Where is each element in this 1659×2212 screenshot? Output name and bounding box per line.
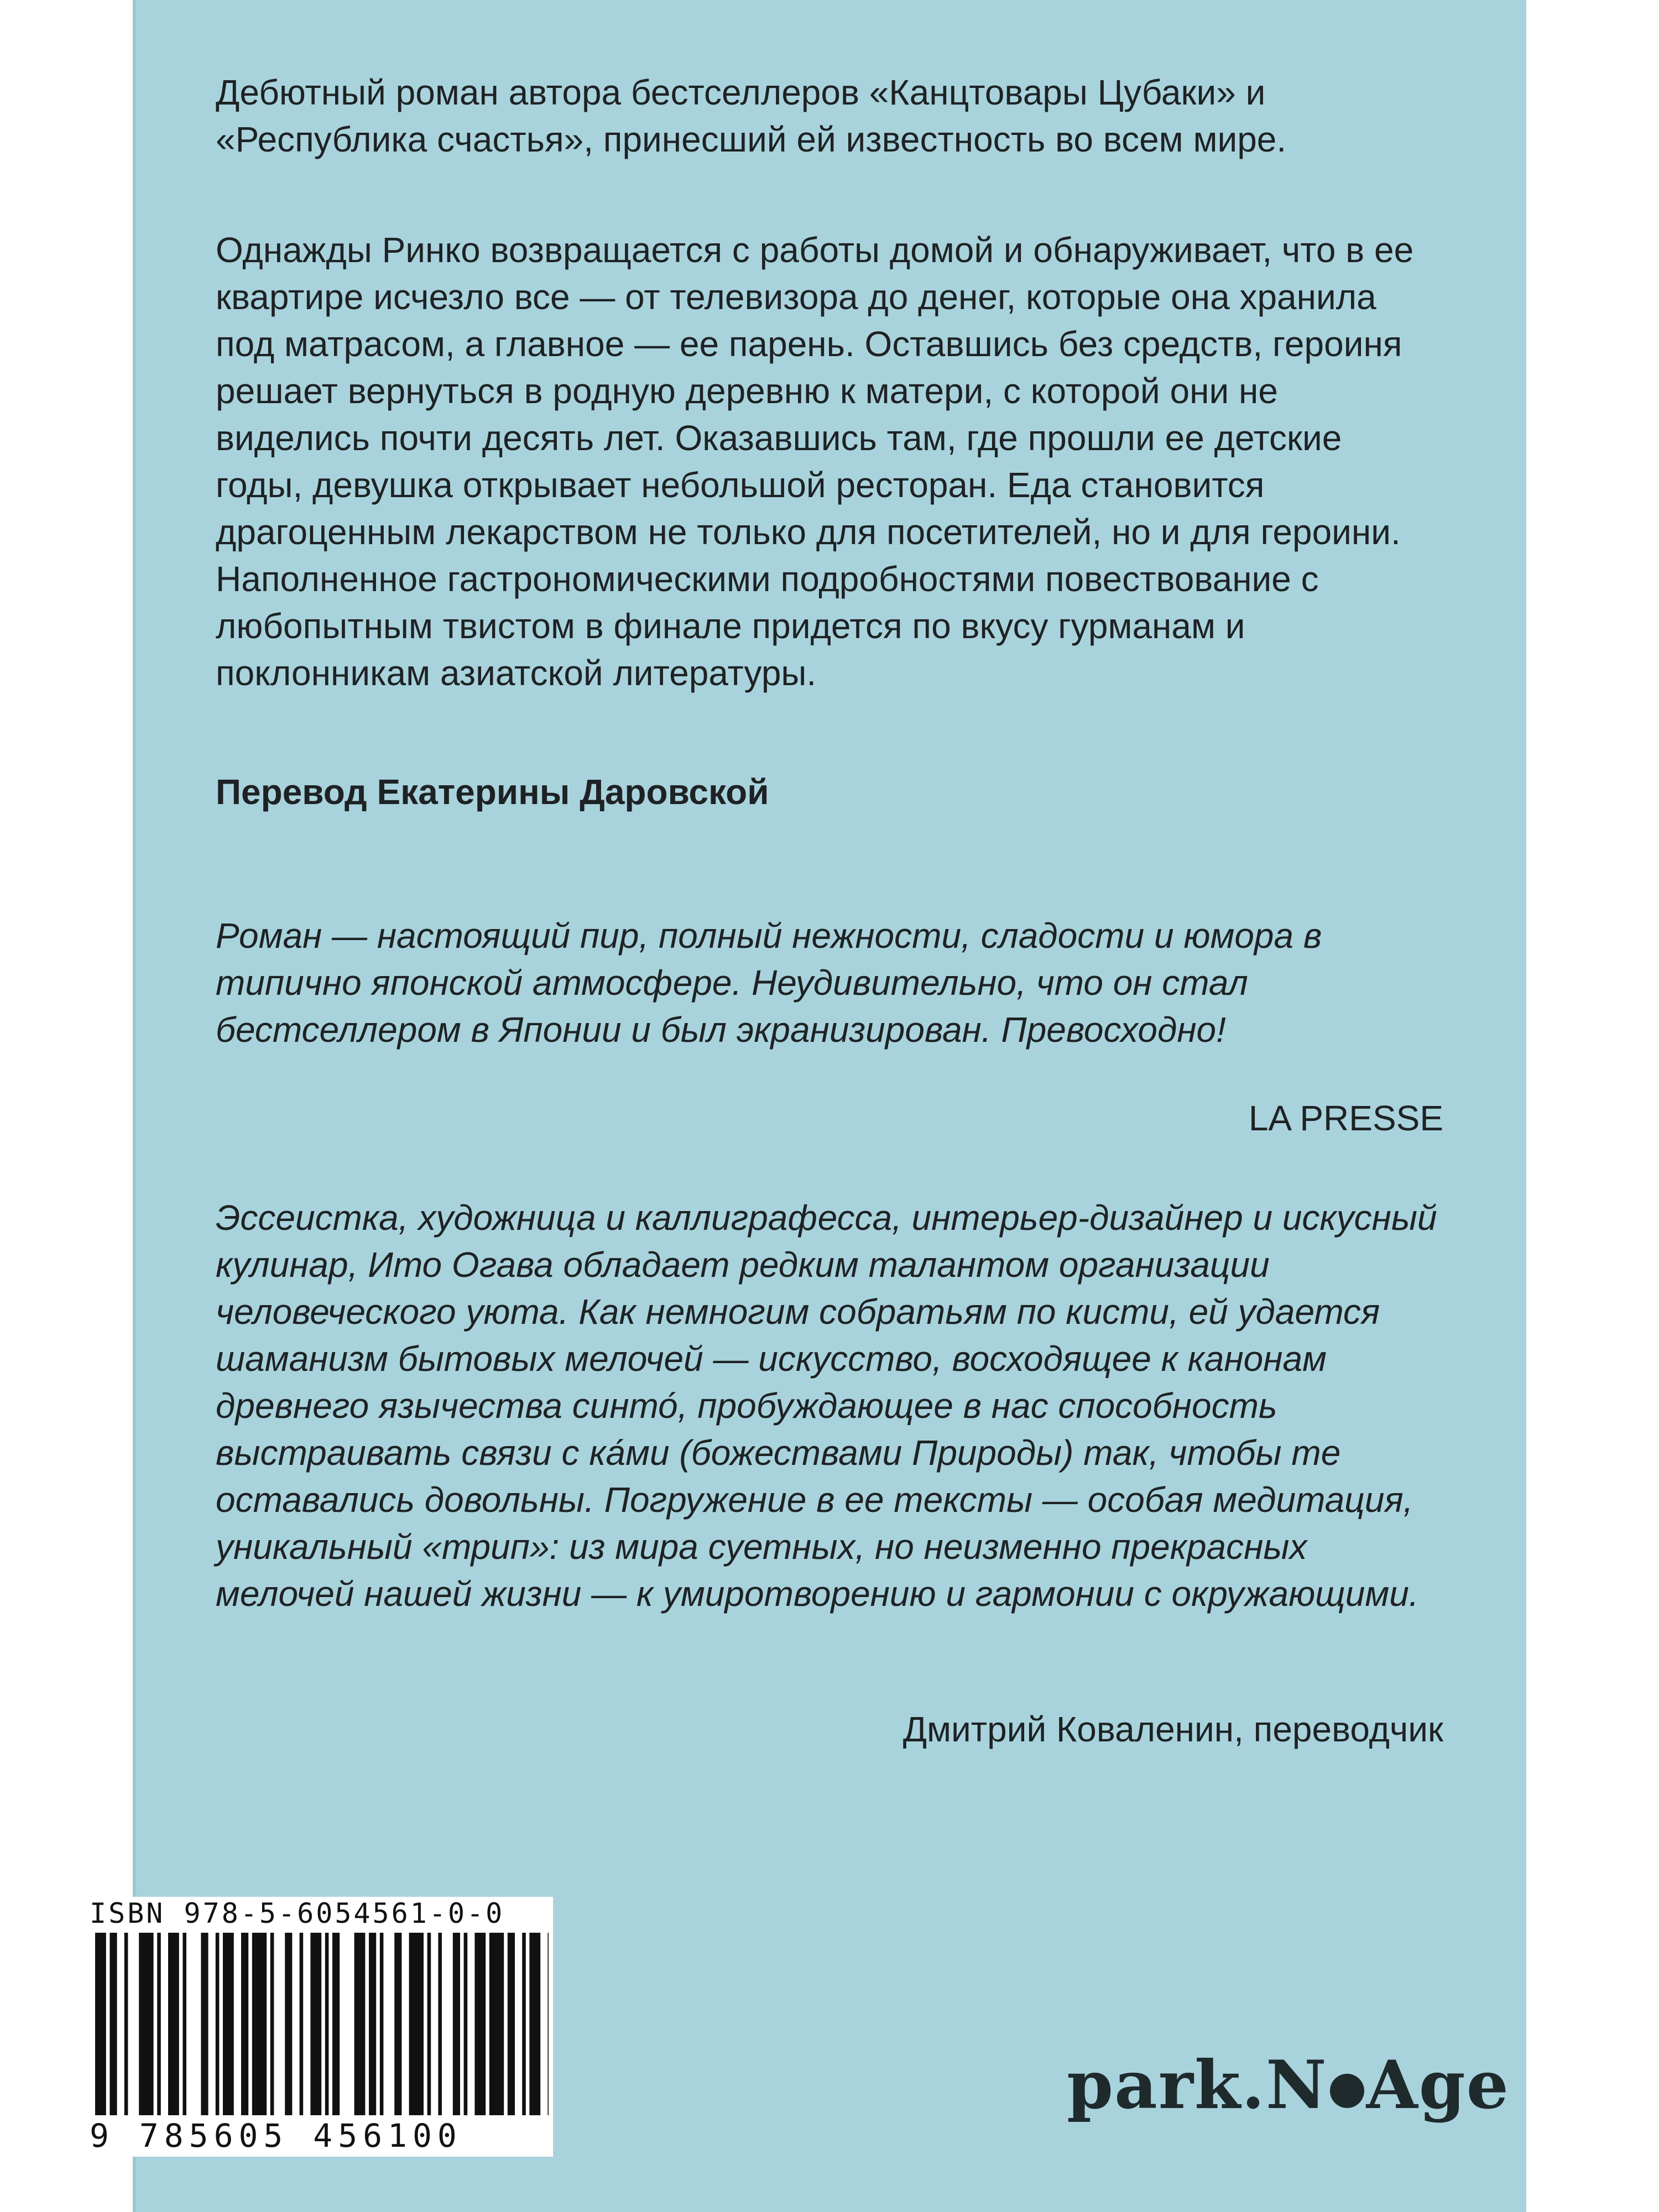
review-quote-1-source: LA PRESSE (1248, 1098, 1443, 1138)
barcode-bar (332, 1933, 340, 2115)
barcode-digits: 9 785605 456100 (90, 2117, 462, 2154)
blurb-main-text: Однажды Ринко возвращается с работы домой и обнаруживает, что в ее квартире исчезло все — от телевизора до денег, которые она хранила под матрасом, а главное — ее парень. Оставшись без средств, героиня решает вернуться в родную деревню к матери, с которой они не виделись почти десять лет. Оказавшись там, где прошли ее детские годы, девушка открывает небольшой ресторан. Еда становится драгоценным лекарством не только для посетителей, но и для героини. Наполненное гастрономическими подробностями повествование с любопытным твистом в финале придется по вкусу гурманам и поклонникам азиатской литературы. (216, 230, 1414, 693)
barcode-bar (369, 1933, 376, 2115)
barcode-bar (124, 1933, 128, 2115)
barcode-bar (354, 1933, 366, 2115)
barcode-bar (547, 1933, 549, 2115)
barcode-bar (508, 1933, 515, 2115)
barcode-bar (464, 1933, 468, 2115)
barcode-bar (216, 1933, 220, 2115)
barcode-bar (300, 1933, 304, 2115)
blurb-intro-text: Дебютный роман автора бестселлеров «Канцтовары Цубаки» и «Республика счастья», принесший ей известность во всем мире. (216, 72, 1287, 159)
blurb-main (216, 227, 1438, 697)
logo-dot-icon (1330, 2074, 1364, 2108)
barcode-bar (270, 1933, 274, 2115)
barcode-bar (201, 1933, 208, 2115)
barcode-bar (489, 1933, 504, 2115)
barcode-bars (90, 1933, 549, 2115)
review-quote-1-text: Роман — настоящий пир, полный нежности, сладости и юмора в типично японской атмосфере. Неудивительно, что он стал бестселлером в Японии и был экранизирован. Превосходно! (216, 916, 1322, 1050)
review-quote-2 (216, 1194, 1438, 1618)
barcode-bar (139, 1933, 153, 2115)
cover-content (133, 0, 1526, 2212)
barcode-bar (168, 1933, 179, 2115)
barcode-bar (109, 1933, 117, 2115)
barcode-bar (252, 1933, 267, 2115)
barcode-bar (529, 1933, 540, 2115)
isbn-label: ISBN 978-5-6054561-0-0 (90, 1897, 505, 1929)
translator-credit: Перевод Екатерины Даровской (216, 772, 769, 812)
barcode-bar (310, 1933, 321, 2115)
review-quote-1 (216, 912, 1438, 1053)
blurb-intro (216, 69, 1438, 163)
barcode-bar (241, 1933, 248, 2115)
barcode-bar (394, 1933, 401, 2115)
barcode-bar (285, 1933, 292, 2115)
barcode-bar (522, 1933, 526, 2115)
barcode-bar (182, 1933, 186, 2115)
barcode-bar (157, 1933, 161, 2115)
publisher-logo-part-2: Age (1366, 2046, 1510, 2124)
publisher-logo-part-1: park.N (1067, 2046, 1328, 2124)
barcode-bar (409, 1933, 424, 2115)
barcode-bar (427, 1933, 431, 2115)
barcode-bar (380, 1933, 384, 2115)
barcode-bar (95, 1933, 106, 2115)
review-quote-2-source: Дмитрий Коваленин, переводчик (902, 1709, 1443, 1749)
barcode-bar (438, 1933, 442, 2115)
barcode-bar (223, 1933, 234, 2115)
isbn-barcode (83, 1897, 553, 2157)
barcode-bar (474, 1933, 486, 2115)
review-quote-2-text: Эссеистка, художница и каллиграфесса, интерьер-дизайнер и искусный кулинар, Ито Огава обладает редким талантом организации человеческого уюта. Как немногим собратьям по кисти, ей удается шаманизм бытовых мелочей — искусство, восходящее к канонам древнего язычества синто́, пробуждающее в нас способность выстраивать связи с ка́ми (божествами Природы) так, чтобы те оставались довольны. Погружение в ее тексты — особая медитация, уникальный «трип»: из мира суетных, но неизменно прекрасных мелочей нашей жизни — к умиротворению и гармонии с окружающими. (216, 1198, 1437, 1614)
publisher-logo (1067, 2046, 1510, 2124)
barcode-bar (325, 1933, 329, 2115)
barcode-bar (453, 1933, 460, 2115)
